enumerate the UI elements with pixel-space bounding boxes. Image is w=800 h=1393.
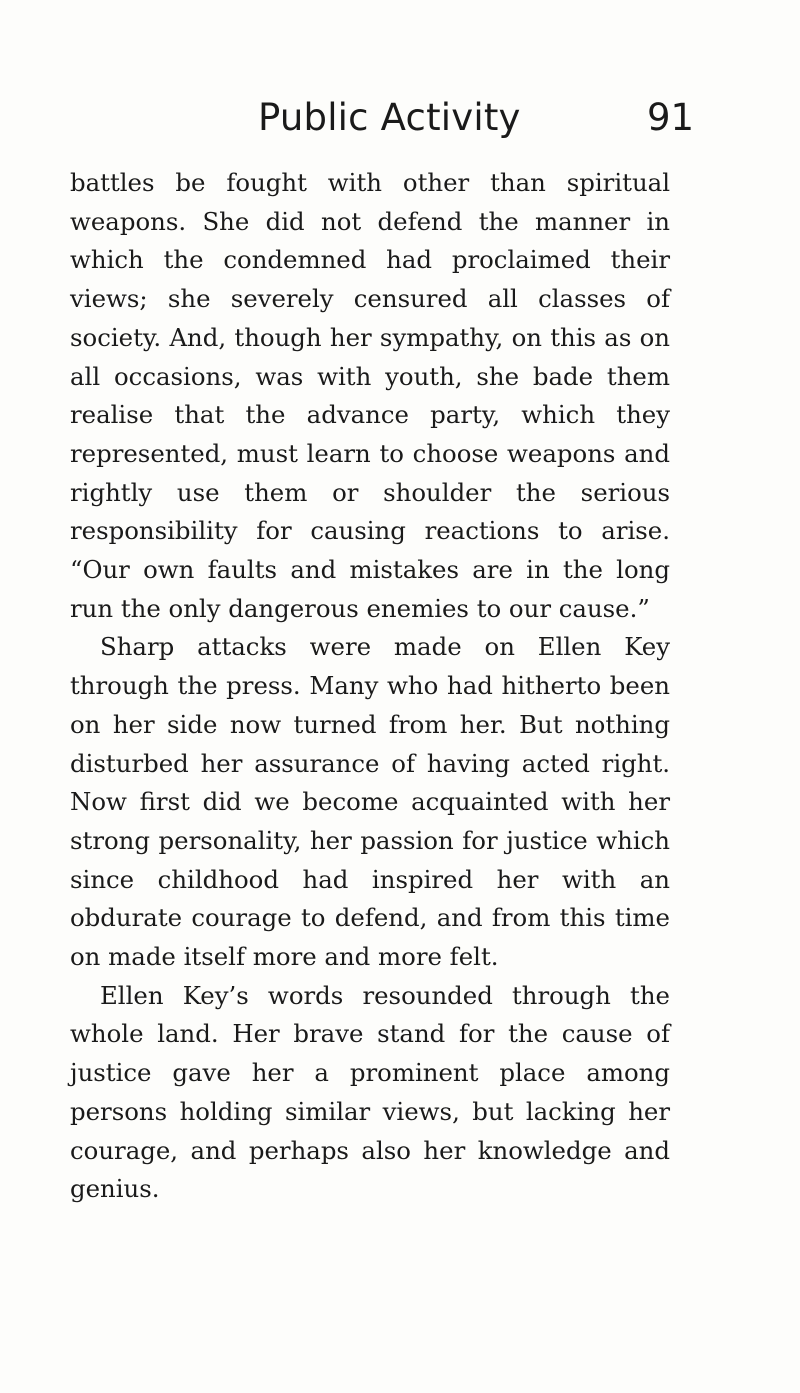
paragraph-3: Ellen Key’s words resounded through the whole land. Her brave stand for the cause of justice gave her a prominent place among persons holding similar views, but lacking her courage, and perhaps also her knowledge and genius. bbox=[70, 980, 670, 1204]
running-head bbox=[0, 95, 800, 145]
page-number: 91 bbox=[647, 96, 695, 139]
page-body bbox=[70, 164, 670, 1209]
paragraph-1: battles be fought with other than spiritual weapons. She did not defend the manner in which the condemned had proclaimed their views; she severely censured all classes of society. And, though her sympathy, on this as on all occasions, was with youth, she bade them realise that the advance party, which they represented, must learn to choose weapons and rightly use them or shoulder the serious responsibility for causing reactions to arise. “Our own faults and mistakes are in the long run the only dangerous enemies to our cause.” bbox=[70, 168, 670, 623]
running-title: Public Activity bbox=[258, 96, 521, 139]
paragraph-2: Sharp attacks were made on Ellen Key through the press. Many who had hitherto been on her side now turned from her. But nothing disturbed her assurance of having acted right. Now first did we become acquainted with her strong personality, her passion for justice which since childhood had inspired her with an obdurate courage to defend, and from this time on made itself more and more felt. bbox=[70, 632, 670, 972]
